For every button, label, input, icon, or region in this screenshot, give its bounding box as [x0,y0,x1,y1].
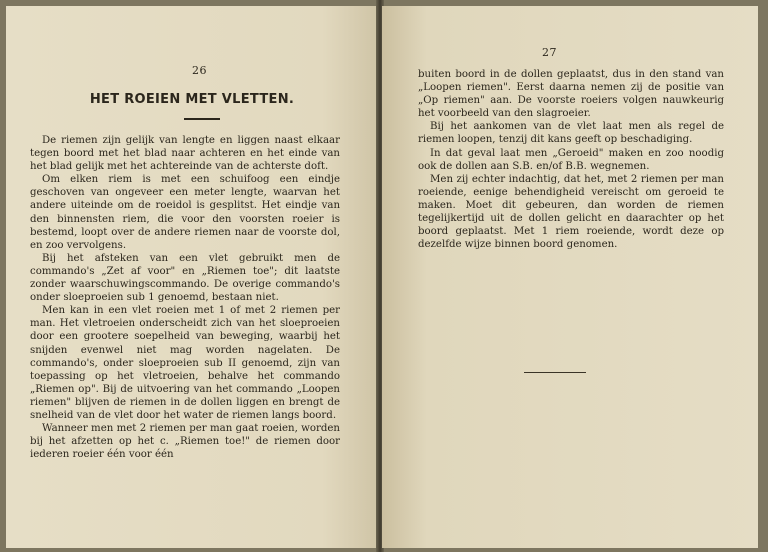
paragraph: Wanneer men met 2 riemen per man gaat roeien, worden bij het afzetten op het c. „Riemen toe!" de riemen door iederen roeier één voor één [30,423,340,461]
paragraph: In dat geval laat men „Geroeid" maken en zoo noodig ook de dollen aan S.B. en/of B.B. wegnemen. [418,147,724,172]
right-page-body [418,68,724,251]
title-underline [184,118,220,120]
paragraph: buiten boord in de dollen geplaatst, dus in den stand van „Loopen riemen". Eerst daarna nemen zij de positie van „Op riemen" aan. De voorste roeiers volgen nauwkeurig het voorbeeld van den slagroeier. [418,69,724,120]
page-number-left: 26 [192,64,207,77]
paragraph: Bij het aankomen van de vlet laat men als regel de riemen loopen, tenzij dit kans geeft op beschadiging. [418,121,724,146]
paragraph: De riemen zijn gelijk van lengte en liggen naast elkaar tegen boord met het blad naar achteren en het einde van het blad gelijk met het achtereinde van de achterste doft. [30,135,340,173]
end-divider [524,372,586,373]
left-page-body [30,134,340,461]
paragraph: Bij het afsteken van een vlet gebruikt men de commando's „Zet af voor" en „Riemen toe"; dit laatste zonder waarschuwingscommando. De overige commando's onder sloeproeien sub 1 genoemd, bestaan niet. [30,252,340,304]
paragraph: Men kan in een vlet roeien met 1 of met 2 riemen per man. Het vletroeien onderscheidt zich van het sloeproeien door een grootere soepelheid van beweging, waarbij het snijden evenwel niet mag worden nagelaten. De commando's, onder sloeproeien sub II genoemd, zijn van toepassing op het vletroeien, behalve het commando „Riemen op". Bij de uitvoering van het commando „Loopen riemen" blijven de riemen in de dollen liggen en brengt de snelheid van de vlet door het water de riemen langs boord. [30,305,340,421]
chapter-title: HET ROEIEN MET VLETTEN. [89,92,295,107]
paragraph: Men zij echter indachtig, dat het, met 2 riemen per man roeiende, eenige behendigheid vereischt om geroeid te maken. Moet dit gebeuren, dan worden de riemen tegelijkertijd uit de dollen gelicht en daarachter op het boord geplaatst. Met 1 riem roeiende, wordt deze op dezelfde wijze binnen boord genomen. [418,173,724,251]
left-page [6,6,378,548]
right-page [382,6,758,548]
paragraph: Om elken riem is met een schuifoog een eindje geschoven van ongeveer een meter lengte, waarvan het andere uiteinde om de roeidol is gesplitst. Het eindje van den binnensten riem, die voor den voorsten roeier is bestemd, loopt over de andere riemen naar de voorste dol, en zoo vervolgens. [30,174,340,251]
page-number-right: 27 [542,46,557,59]
